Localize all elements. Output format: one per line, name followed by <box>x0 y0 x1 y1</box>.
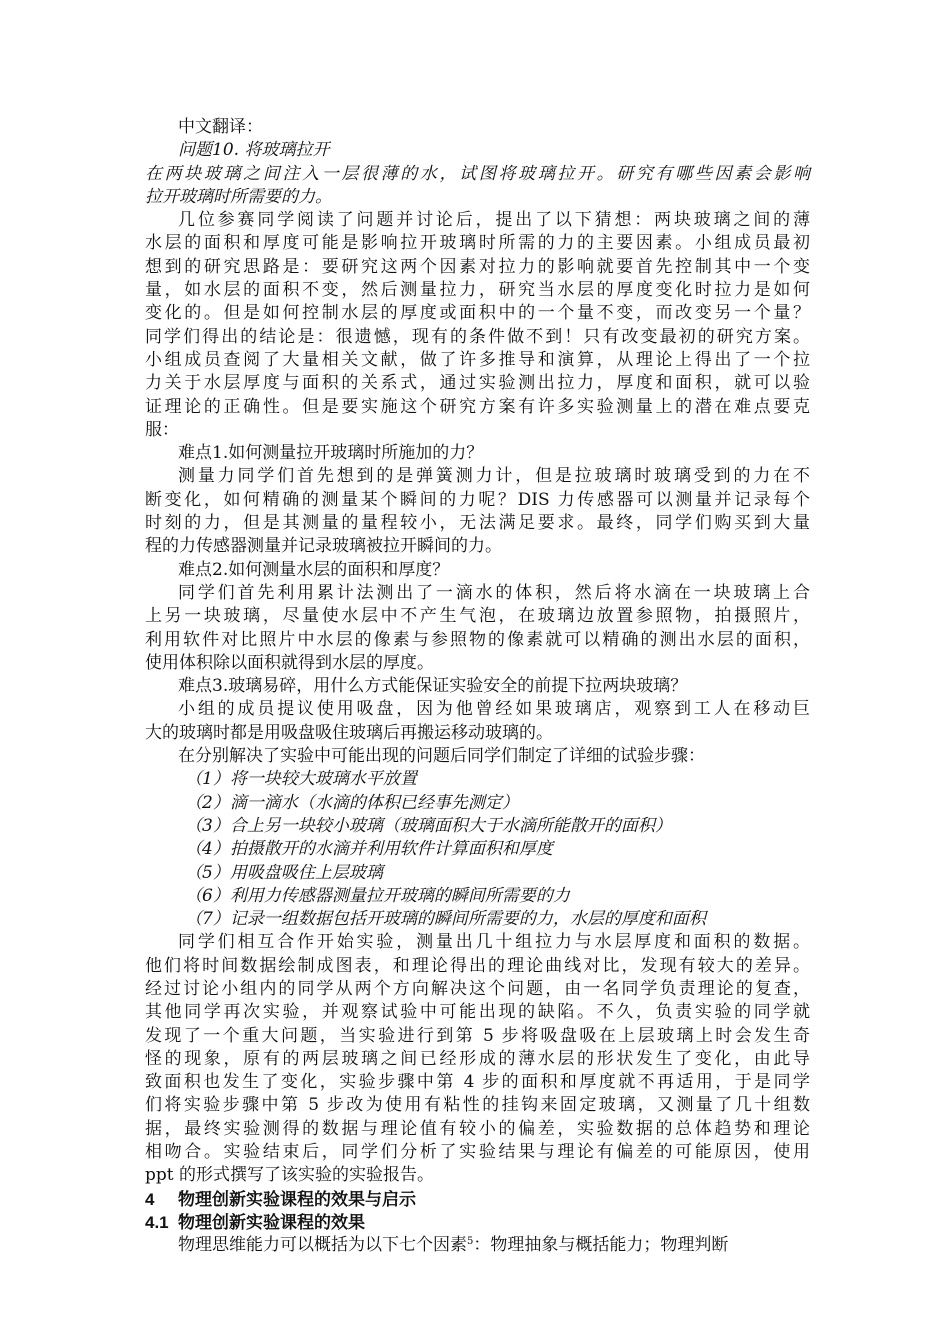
difficulty-1-title: 难点1.如何测量拉开玻璃时所施加的力？ <box>178 443 484 464</box>
text-line: 相吻合。实验结束后，同学们分析了实验结果与理论有偏差的可能原因，使用 <box>145 1142 810 1163</box>
text-line: 断变化，如何精确的测量某个瞬间的力呢？DIS 力传感器可以测量并记录每个 <box>145 489 810 510</box>
citation-marker: 5 <box>467 1236 474 1248</box>
difficulty-3-title: 难点3.玻璃易碎，用什么方式能保证实验安全的前提下拉两块玻璃？ <box>178 676 688 697</box>
section-4-1-heading <box>145 1211 810 1234</box>
text-line: 拉开玻璃时所需要的力。 <box>145 186 332 207</box>
text-line: 大的玻璃时都是用吸盘吸住玻璃后再搬运移动玻璃的。 <box>145 722 553 743</box>
text-run: ：物理抽象与概括能力；物理判断 <box>473 1235 729 1256</box>
text-line: 同学们相互合作开始实验，测量出几十组拉力与水层厚度和面积的数据。 <box>178 932 810 953</box>
text-line: 经过讨论小组内的同学从两个方向解决这个问题，由一名同学负责理论的复查， <box>145 978 810 999</box>
list-item: （2）滴一滴水（水滴的体积已经事先测定） <box>185 792 519 813</box>
text-line: ppt 的形式撰写了该实验的实验报告。 <box>145 1165 434 1186</box>
section-title: 物理创新实验课程的效果与启示 <box>178 1189 416 1209</box>
text-line: 测量力同学们首先想到的是弹簧测力计，但是拉玻璃时玻璃受到的力在不 <box>178 466 810 487</box>
translation-label: 中文翻译： <box>178 117 263 137</box>
list-item: （7）记录一组数据包括开玻璃的瞬间所需要的力，水层的厚度和面积 <box>185 909 706 930</box>
text-line: 在两块玻璃之间注入一层很薄的水，试图将玻璃拉开。研究有哪些因素会影响 <box>145 163 810 184</box>
text-line: 力关于水层厚度与面积的关系式，通过实验测出拉力，厚度和面积，就可以验 <box>145 373 810 394</box>
final-line <box>145 1234 810 1257</box>
results-paragraph <box>145 931 810 1187</box>
text-line: 据，最终实验测得的数据与理论值有较小的偏差，实验数据的总体趋势和理论 <box>145 1118 810 1139</box>
text-line: 他们将时间数据绘制成图表，和理论得出的理论曲线对比，发现有较大的差异。 <box>145 955 810 976</box>
steps-intro: 在分别解决了实验中可能出现的问题后同学们制定了详细的试验步骤： <box>178 746 705 767</box>
text-line: 同学们得出的结论是：很遗憾，现有的条件做不到！只有改变最初的研究方案。 <box>145 326 810 347</box>
text-line: 变化的。但是如何控制水层的厚度或面积中的一个量不变，而改变另一个量？ <box>145 303 810 324</box>
list-item: （5）用吸盘吸住上层玻璃 <box>185 862 383 883</box>
text-line: 同学们首先利用累计法测出了一滴水的体积，然后将水滴在一块玻璃上合 <box>178 582 810 603</box>
problem-title: 问题10. 将玻璃拉开 <box>178 140 330 161</box>
list-item: （6）利用力传感器测量拉开玻璃的瞬间所需要的力 <box>185 885 570 906</box>
list-item: （1）将一块较大玻璃水平放置 <box>185 769 417 790</box>
list-item: （3）合上另一块较小玻璃（玻璃面积大于水滴所能散开的面积） <box>185 815 672 836</box>
text-line: 其他同学再次实验，并观察试验中可能出现的缺陷。不久，负责实验的同学就 <box>145 1002 810 1023</box>
difficulty-3-body <box>145 698 810 745</box>
difficulty-2-body <box>145 582 810 675</box>
text-line: 量，如水层的面积不变，然后测量拉力，研究当水层的厚度变化时拉力是如何 <box>145 280 810 301</box>
section-title: 物理创新实验课程的效果 <box>178 1212 365 1232</box>
difficulty-1-body <box>145 465 810 558</box>
text-line: 水层的面积和厚度可能是影响拉开玻璃时所需的力的主要因素。小组成员最初 <box>145 233 810 254</box>
section-4-heading <box>145 1188 810 1211</box>
text-line: 们将实验步骤中第 5 步改为使用有粘性的挂钩来固定玻璃，又测量了几十组数 <box>145 1095 810 1116</box>
text-line: 几位参赛同学阅读了问题并讨论后，提出了以下猜想：两块玻璃之间的薄 <box>178 210 810 231</box>
text-run: 物理思维能力可以概括为以下七个因素 <box>178 1235 467 1256</box>
document-page <box>145 116 810 1258</box>
text-line: 小组的成员提议使用吸盘，因为他曾经如果玻璃店，观察到工人在移动巨 <box>178 699 810 720</box>
text-line: 时刻的力，但是其测量的量程较小，无法满足要求。最终，同学们购买到大量 <box>145 513 810 534</box>
problem-statement <box>145 163 810 210</box>
section-number: 4 <box>145 1189 155 1209</box>
text-line: 证理论的正确性。但是要实施这个研究方案有许多实验测量上的潜在难点要克 <box>145 396 810 417</box>
text-line: 上另一块玻璃，尽量使水层中不产生气泡，在玻璃边放置参照物，拍摄照片， <box>145 606 810 627</box>
text-line: 想到的研究思路是：要研究这两个因素对拉力的影响就要首先控制其中一个变 <box>145 256 810 277</box>
text-line: 发现了一个重大问题，当实验进行到第 5 步将吸盘吸在上层玻璃上时会发生奇 <box>145 1025 810 1046</box>
intro-paragraph <box>145 209 810 442</box>
text-line: 小组成员查阅了大量相关文献，做了许多推导和演算，从理论上得出了一个拉 <box>145 349 810 370</box>
text-line: 利用软件对比照片中水层的像素与参照物的像素就可以精确的测出水层的面积， <box>145 629 810 650</box>
text-line: 致面积也发生了变化，实验步骤中第 4 步的面积和厚度就不再适用，于是同学 <box>145 1072 810 1093</box>
text-line: 服： <box>145 419 179 440</box>
text-line: 程的力传感器测量并记录玻璃被拉开瞬间的力。 <box>145 536 502 557</box>
list-item: （4）拍摄散开的水滴并利用软件计算面积和厚度 <box>185 839 553 860</box>
difficulty-2-title: 难点2.如何测量水层的面积和厚度？ <box>178 559 450 580</box>
section-number: 4.1 <box>145 1212 169 1232</box>
steps-list <box>145 768 810 931</box>
text-line: 怪的现象，原有的两层玻璃之间已经形成的薄水层的形状发生了变化，由此导 <box>145 1048 810 1069</box>
text-line: 使用体积除以面积就得到水层的厚度。 <box>145 652 434 673</box>
